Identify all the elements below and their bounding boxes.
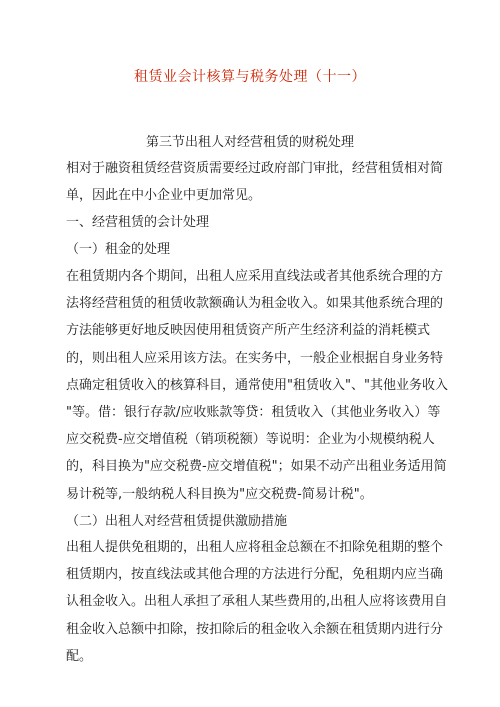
- text-line: 应交税费-应交增值税（销项税额）等说明：企业为小规模纳税人: [66, 432, 435, 448]
- incentive-paragraph: [66, 534, 446, 670]
- text-line: "等。借：银行存款/应收账款等贷：租赁收入（其他业务收入）等: [66, 405, 441, 421]
- heading-accounting-treatment: 一、经营租赁的会计处理: [66, 215, 210, 230]
- intro-paragraph: [66, 155, 446, 209]
- text-line: 的，则出租人应采用该方法。在实务中，一般企业根据自身业务特: [66, 350, 444, 366]
- text-line: 的，科目换为"应交税费-应交增值税"；如果不动产出租业务适用简: [66, 459, 447, 475]
- heading-incentives: （二）出租人对经营租赁提供激励措施: [66, 514, 288, 529]
- text-line: 出租人提供免租期的，出租人应将租金总额在不扣除免租期的整个: [66, 540, 444, 555]
- text-line: 单，因此在中小企业中更加常见。: [66, 188, 262, 204]
- text-line: 法将经营租赁的租赁收款额确认为租金收入。如果其他系统合理的: [66, 296, 444, 312]
- document-title: 租赁业会计核算与税务处理（十一）: [134, 69, 366, 85]
- text-line: 配。: [66, 648, 93, 664]
- text-line: 租金收入总额中扣除，按扣除后的租金收入余额在租赁期内进行分: [66, 621, 444, 637]
- section-heading: 第三节出租人对经营租赁的财税处理: [145, 135, 354, 150]
- text-line: 点确定租赁收入的核算科目，通常使用"租赁收入"、"其他业务收入: [66, 377, 448, 393]
- text-line: 方法能够更好地反映因使用租赁资产所产生经济利益的消耗模式: [66, 323, 431, 339]
- text-line: 认租金收入。出租人承担了承租人某些费用的,出租人应将该费用自: [66, 594, 448, 610]
- text-line: 租赁期内，按直线法或其他合理的方法进行分配，免租期内应当确: [66, 567, 444, 583]
- heading-rent-treatment: （一）租金的处理: [66, 242, 171, 257]
- text-line: 在租赁期内各个期间，出租人应采用直线法或者其他系统合理的方: [66, 269, 444, 284]
- rent-paragraph: [66, 263, 446, 508]
- text-line: 易计税等,一般纳税人科目换为"应交税费-简易计税"。: [66, 486, 373, 502]
- text-line: 相对于融资租赁经营资质需要经过政府部门审批，经营租赁相对简: [66, 161, 444, 176]
